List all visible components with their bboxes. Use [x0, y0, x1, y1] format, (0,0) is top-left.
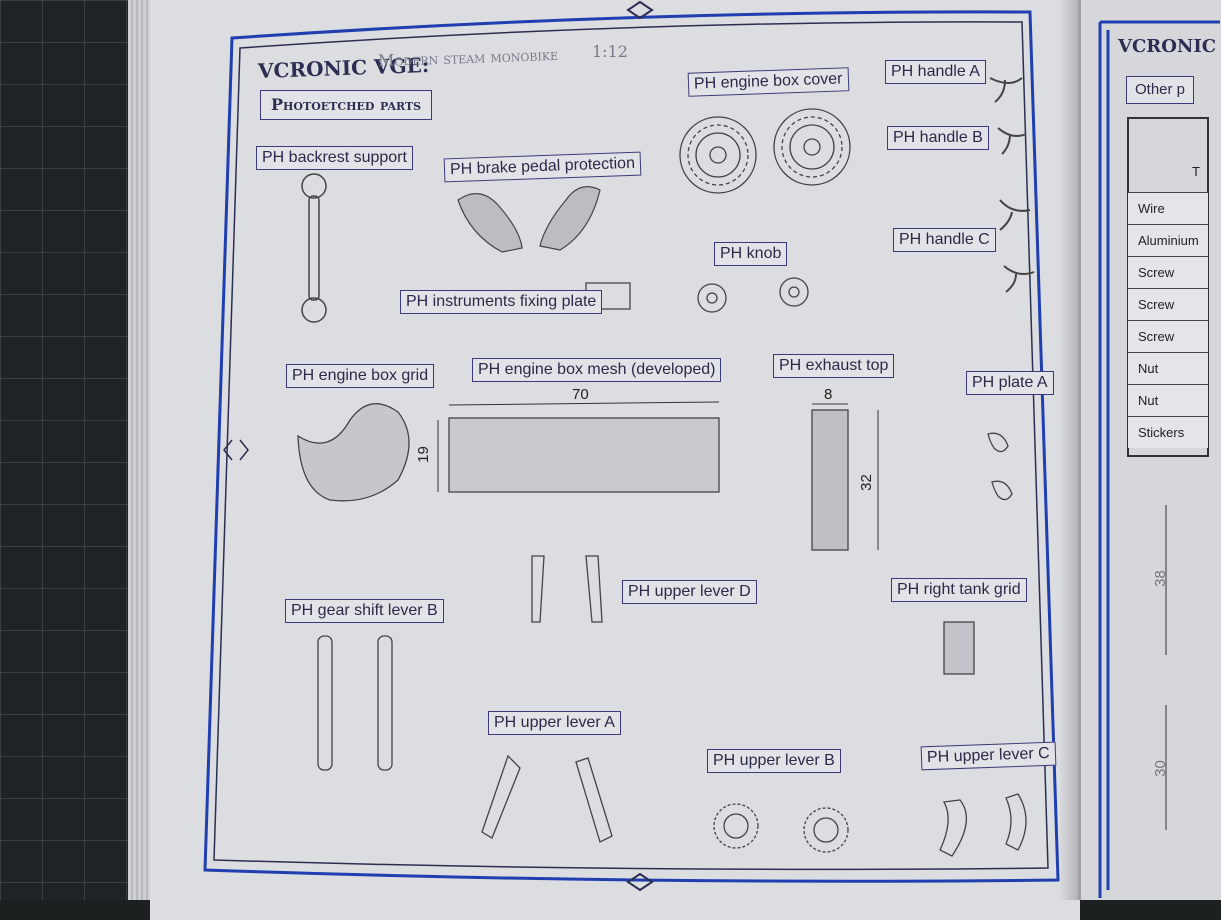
label-upper-lever-c: PH upper lever C [921, 742, 1056, 771]
plate-a-part [988, 433, 1012, 499]
dimension-side-30: 30 [1151, 760, 1169, 777]
next-page-row: Nut [1128, 384, 1208, 416]
label-instruments-fixing-plate: PH instruments fixing plate [400, 290, 602, 314]
dimension-mesh-height: 19 [414, 446, 432, 463]
label-right-tank-grid: PH right tank grid [891, 578, 1027, 602]
section-title: Photoetched parts [260, 90, 432, 120]
label-handle-c: PH handle C [893, 228, 996, 252]
label-engine-box-grid: PH engine box grid [286, 364, 434, 388]
upper-lever-a-part [482, 756, 612, 842]
label-upper-lever-b: PH upper lever B [707, 749, 841, 773]
label-engine-box-mesh: PH engine box mesh (developed) [472, 358, 721, 382]
scale-label: 1:12 [592, 42, 628, 61]
next-page-row: Stickers [1128, 416, 1208, 448]
next-page-row: Wire [1128, 192, 1208, 224]
label-backrest-support: PH backrest support [256, 146, 413, 170]
next-page-row: Screw [1128, 256, 1208, 288]
knob-part [698, 278, 808, 312]
label-engine-box-cover: PH engine box cover [688, 67, 849, 97]
upper-lever-c-part [940, 794, 1026, 856]
brake-pedal-part [458, 187, 600, 252]
label-brake-pedal-protection: PH brake pedal protection [444, 152, 642, 183]
label-exhaust-top: PH exhaust top [773, 354, 894, 378]
dimension-exhaust-height: 32 [857, 474, 875, 491]
label-handle-b: PH handle B [887, 126, 989, 150]
next-page-section: Other p [1126, 76, 1194, 104]
engine-box-cover-part [680, 109, 850, 193]
next-page-table-header: T [1192, 164, 1200, 179]
engine-grid-part [298, 404, 409, 501]
label-knob: PH knob [714, 242, 787, 266]
upper-lever-b-part [714, 804, 848, 852]
brand-title: VCRONIC VGE: [257, 53, 430, 83]
frame-ornament-bottom [628, 874, 652, 890]
backrest-support-part [302, 174, 326, 322]
label-gear-shift-lever-b: PH gear shift lever B [285, 599, 444, 623]
engine-mesh-part [438, 402, 719, 492]
next-page-row: Nut [1128, 352, 1208, 384]
dimension-mesh-width: 70 [572, 386, 589, 403]
dimension-side-38: 38 [1151, 570, 1169, 587]
next-page-row: Aluminium [1128, 224, 1208, 256]
label-upper-lever-d: PH upper lever D [622, 580, 757, 604]
label-plate-a: PH plate A [966, 371, 1054, 395]
dimension-exhaust-width: 8 [824, 386, 833, 403]
model-subtitle: Modern steam monobike [377, 44, 559, 71]
label-upper-lever-a: PH upper lever A [488, 711, 621, 735]
next-page-brand: VCRONIC [1118, 36, 1217, 57]
next-page-row: Screw [1128, 288, 1208, 320]
gear-shift-lever-part [318, 636, 392, 770]
upper-lever-d-part [532, 556, 602, 622]
right-tank-grid-part [944, 622, 974, 674]
next-page-row: Screw [1128, 320, 1208, 352]
label-handle-a: PH handle A [885, 60, 986, 84]
